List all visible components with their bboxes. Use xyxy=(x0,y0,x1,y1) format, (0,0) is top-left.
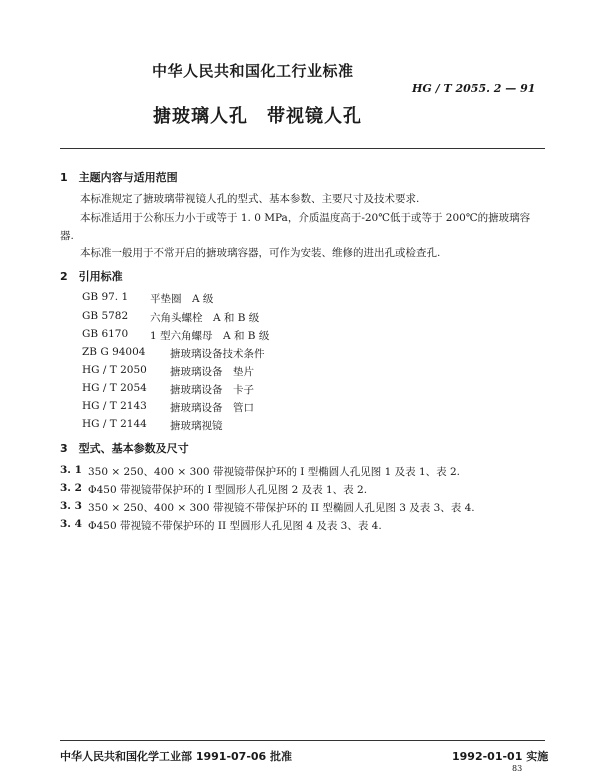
clause-text: Φ450 带视镜带保护环的 I 型圆形人孔见图 2 及表 1、表 2. xyxy=(88,484,368,496)
footer-divider xyxy=(60,740,545,741)
section-1-heading: 1 主题内容与适用范围 xyxy=(60,171,178,184)
approval-date: 中华人民共和国化学工业部 1991-07-06 批准 xyxy=(60,750,293,763)
ref-code: GB 97. 1 xyxy=(82,291,129,303)
section-1-para-2-cont: 器. xyxy=(60,230,74,242)
page-number: 83 xyxy=(512,764,523,773)
ref-code: GB 6170 xyxy=(82,328,129,340)
ref-code: GB 5782 xyxy=(82,310,129,322)
header-divider xyxy=(60,148,545,149)
clause-number: 3. 4 xyxy=(60,518,82,530)
clause-number: 3. 3 xyxy=(60,500,82,512)
document-title: 搪玻璃人孔 带视镜人孔 xyxy=(153,106,362,127)
effective-date: 1992-01-01 实施 xyxy=(452,750,549,763)
ref-code: HG / T 2050 xyxy=(82,364,147,376)
clause-number: 3. 1 xyxy=(60,464,82,476)
section-1-para-1: 本标准规定了搪玻璃带视镜人孔的型式、基本参数、主要尺寸及技术要求. xyxy=(80,193,420,205)
ref-title: 六角头螺栓 A 和 B 级 xyxy=(150,312,260,324)
clause-text: Φ450 带视镜不带保护环的 II 型圆形人孔见图 4 及表 3、表 4. xyxy=(88,520,382,532)
ref-code: HG / T 2143 xyxy=(82,400,147,412)
ref-title: 搪玻璃设备 卡子 xyxy=(170,384,254,396)
ref-title: 搪玻璃视镜 xyxy=(170,420,223,432)
clause-text: 350 × 250、400 × 300 带视镜带保护环的 I 型椭圆人孔见图 1 及表 1、表 2. xyxy=(88,466,461,478)
ref-code: HG / T 2054 xyxy=(82,382,147,394)
section-1-para-3: 本标准一般用于不常开启的搪玻璃容器，可作为安装、维修的进出孔或检查孔. xyxy=(80,247,441,259)
clause-number: 3. 2 xyxy=(60,482,82,494)
ref-title: 平垫圈 A 级 xyxy=(150,293,214,305)
section-1-para-2: 本标准适用于公称压力小于或等于 1. 0 MPa，介质温度高于-20℃低于或等于 200℃的搪玻璃容 xyxy=(80,212,531,224)
ref-code: ZB G 94004 xyxy=(82,346,146,358)
ref-code: HG / T 2144 xyxy=(82,418,147,430)
clause-text: 350 × 250、400 × 300 带视镜不带保护环的 II 型椭圆人孔见图 3 及表 3、表 4. xyxy=(88,502,475,514)
section-2-heading: 2 引用标准 xyxy=(60,270,123,283)
issuing-organization: 中华人民共和国化工行业标准 xyxy=(152,62,354,80)
ref-title: 搪玻璃设备技术条件 xyxy=(170,348,265,360)
ref-title: 搪玻璃设备 垫片 xyxy=(170,366,254,378)
section-3-heading: 3 型式、基本参数及尺寸 xyxy=(60,442,189,455)
standard-code: HG / T 2055. 2 — 91 xyxy=(412,82,536,95)
ref-title: 1 型六角螺母 A 和 B 级 xyxy=(150,330,270,342)
ref-title: 搪玻璃设备 管口 xyxy=(170,402,254,414)
